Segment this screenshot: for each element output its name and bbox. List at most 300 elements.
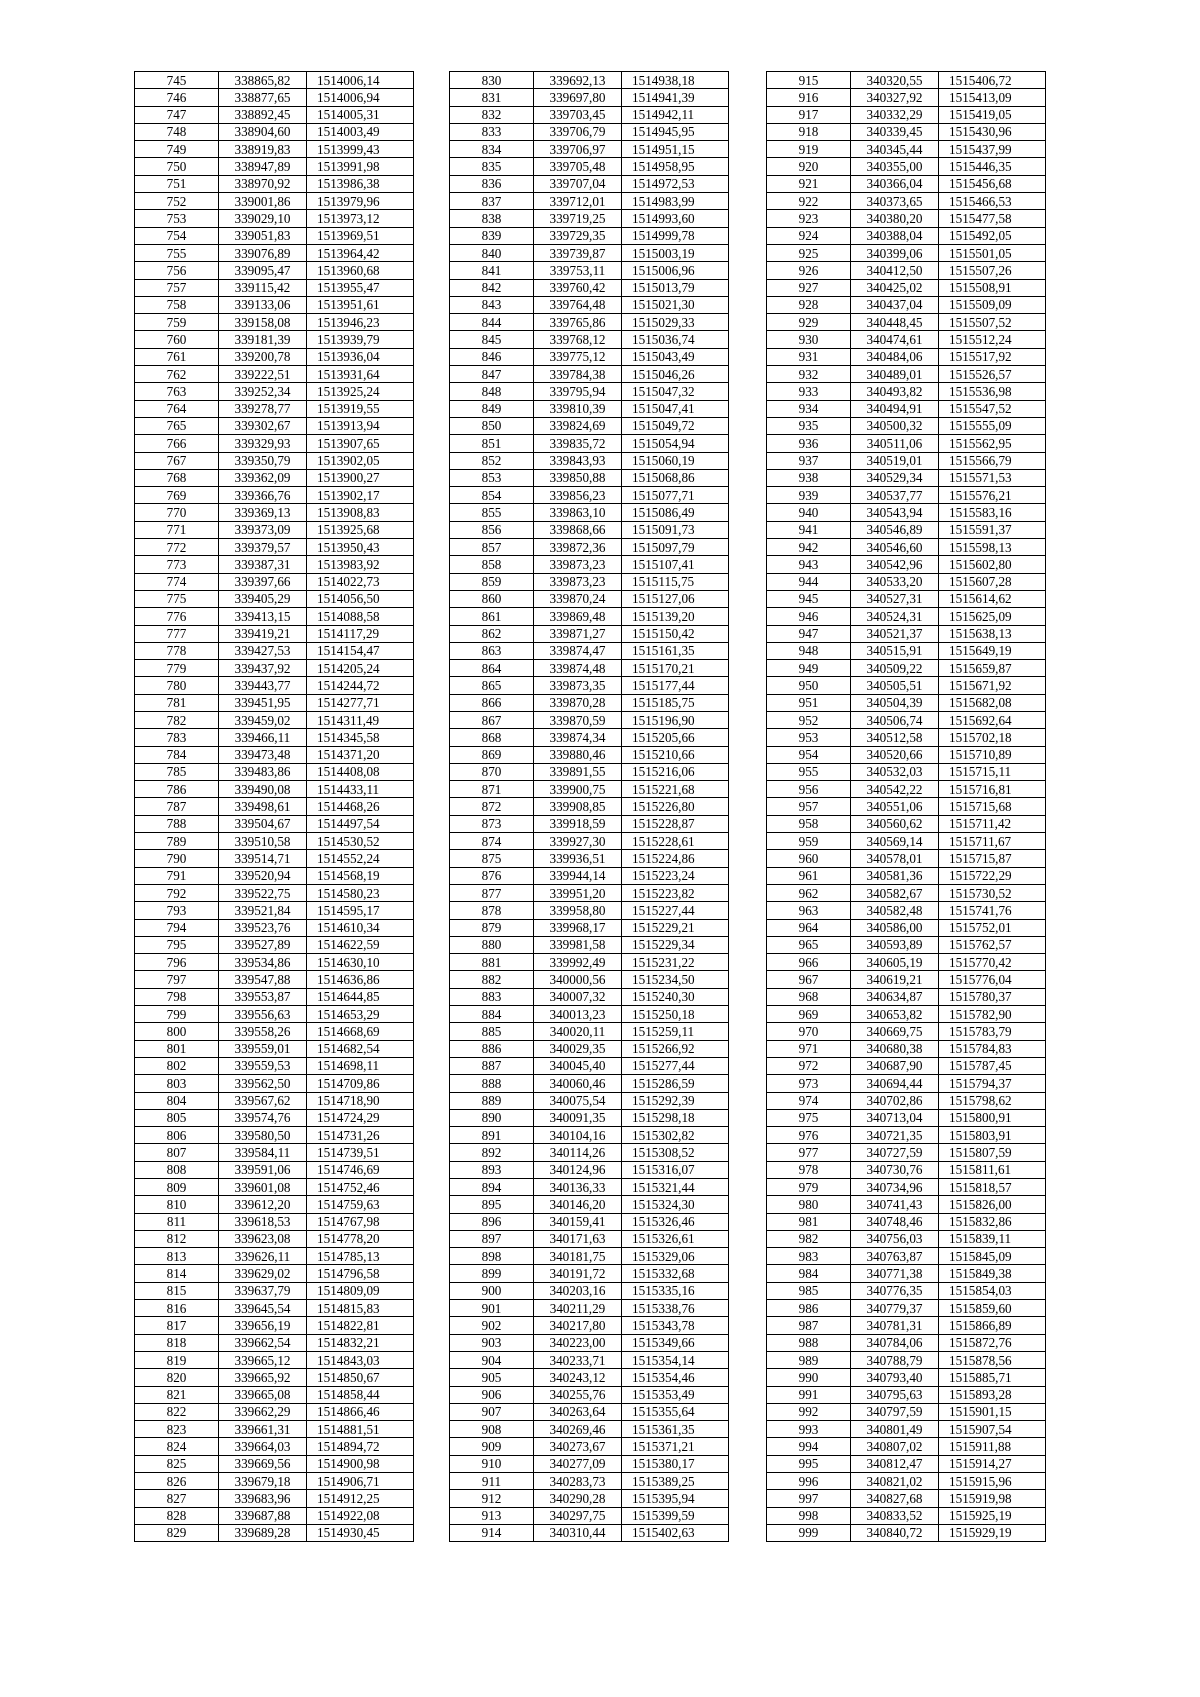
y-coordinate-cell: 1514311,49 (307, 711, 414, 728)
x-coordinate-cell: 340756,03 (851, 1230, 939, 1247)
point-number-cell: 901 (450, 1300, 534, 1317)
point-number-cell: 764 (135, 400, 219, 417)
y-coordinate-cell: 1515715,87 (939, 850, 1046, 867)
x-coordinate-cell: 340730,76 (851, 1161, 939, 1178)
y-coordinate-cell: 1515086,49 (622, 504, 729, 521)
table-row (450, 1265, 729, 1282)
point-number-cell: 916 (767, 89, 851, 106)
y-coordinate-cell: 1515811,61 (939, 1161, 1046, 1178)
y-coordinate-cell: 1515216,06 (622, 763, 729, 780)
x-coordinate-cell: 339559,53 (219, 1057, 307, 1074)
x-coordinate-cell: 339645,54 (219, 1300, 307, 1317)
y-coordinate-cell: 1515049,72 (622, 417, 729, 434)
x-coordinate-cell: 339880,46 (534, 746, 622, 763)
point-number-cell: 891 (450, 1127, 534, 1144)
y-coordinate-cell: 1514154,47 (307, 642, 414, 659)
x-coordinate-cell: 339729,35 (534, 227, 622, 244)
x-coordinate-cell: 340713,04 (851, 1109, 939, 1126)
table-row (767, 660, 1046, 677)
table-row (450, 1403, 729, 1420)
point-number-cell: 897 (450, 1230, 534, 1247)
point-number-cell: 773 (135, 556, 219, 573)
y-coordinate-cell: 1513983,92 (307, 556, 414, 573)
table-row (135, 1300, 414, 1317)
point-number-cell: 912 (450, 1490, 534, 1507)
y-coordinate-cell: 1514930,45 (307, 1524, 414, 1541)
point-number-cell: 999 (767, 1524, 851, 1541)
table-row (450, 988, 729, 1005)
point-number-cell: 861 (450, 608, 534, 625)
table-row (767, 1230, 1046, 1247)
x-coordinate-cell: 340537,77 (851, 487, 939, 504)
point-number-cell: 918 (767, 123, 851, 140)
point-number-cell: 923 (767, 210, 851, 227)
point-number-cell: 842 (450, 279, 534, 296)
y-coordinate-cell: 1515730,52 (939, 884, 1046, 901)
point-number-cell: 935 (767, 417, 851, 434)
y-coordinate-cell: 1515866,89 (939, 1317, 1046, 1334)
y-coordinate-cell: 1514636,86 (307, 971, 414, 988)
point-number-cell: 757 (135, 279, 219, 296)
y-coordinate-cell: 1513925,24 (307, 383, 414, 400)
x-coordinate-cell: 339665,08 (219, 1386, 307, 1403)
y-coordinate-cell: 1514809,09 (307, 1282, 414, 1299)
table-row (450, 1213, 729, 1230)
y-coordinate-cell: 1514942,11 (622, 106, 729, 123)
point-number-cell: 904 (450, 1351, 534, 1368)
x-coordinate-cell: 339534,86 (219, 954, 307, 971)
point-number-cell: 906 (450, 1386, 534, 1403)
point-number-cell: 851 (450, 435, 534, 452)
x-coordinate-cell: 338877,65 (219, 89, 307, 106)
y-coordinate-cell: 1514796,58 (307, 1265, 414, 1282)
point-number-cell: 766 (135, 435, 219, 452)
table-row (135, 314, 414, 331)
table-row (135, 452, 414, 469)
x-coordinate-cell: 340551,06 (851, 798, 939, 815)
table-row (767, 1334, 1046, 1351)
y-coordinate-cell: 1513908,83 (307, 504, 414, 521)
table-row (135, 89, 414, 106)
y-coordinate-cell: 1514850,67 (307, 1369, 414, 1386)
table-row (450, 798, 729, 815)
point-number-cell: 865 (450, 677, 534, 694)
y-coordinate-cell: 1515818,57 (939, 1179, 1046, 1196)
x-coordinate-cell: 339824,69 (534, 417, 622, 434)
table-row (767, 1490, 1046, 1507)
y-coordinate-cell: 1515343,78 (622, 1317, 729, 1334)
table-row (450, 694, 729, 711)
table-row (767, 175, 1046, 192)
table-row (450, 123, 729, 140)
point-number-cell: 987 (767, 1317, 851, 1334)
table-row (450, 1507, 729, 1524)
point-number-cell: 832 (450, 106, 534, 123)
y-coordinate-cell: 1515517,92 (939, 348, 1046, 365)
y-coordinate-cell: 1515507,26 (939, 262, 1046, 279)
coordinates-table-2 (449, 71, 729, 1542)
point-number-cell: 796 (135, 954, 219, 971)
table-row (767, 1213, 1046, 1230)
table-row (135, 193, 414, 210)
table-row (450, 884, 729, 901)
table-row (767, 1386, 1046, 1403)
y-coordinate-cell: 1514644,85 (307, 988, 414, 1005)
point-number-cell: 862 (450, 625, 534, 642)
table-row (767, 1196, 1046, 1213)
x-coordinate-cell: 338947,89 (219, 158, 307, 175)
table-row (450, 711, 729, 728)
x-coordinate-cell: 339795,94 (534, 383, 622, 400)
point-number-cell: 895 (450, 1196, 534, 1213)
y-coordinate-cell: 1515783,79 (939, 1023, 1046, 1040)
table-row (450, 919, 729, 936)
point-number-cell: 940 (767, 504, 851, 521)
point-number-cell: 858 (450, 556, 534, 573)
x-coordinate-cell: 339662,29 (219, 1403, 307, 1420)
table-row (450, 1179, 729, 1196)
y-coordinate-cell: 1513919,55 (307, 400, 414, 417)
point-number-cell: 846 (450, 348, 534, 365)
table-row (135, 504, 414, 521)
x-coordinate-cell: 340273,67 (534, 1438, 622, 1455)
table-row (135, 1248, 414, 1265)
y-coordinate-cell: 1514938,18 (622, 72, 729, 89)
x-coordinate-cell: 339665,92 (219, 1369, 307, 1386)
x-coordinate-cell: 339521,84 (219, 902, 307, 919)
x-coordinate-cell: 339510,58 (219, 833, 307, 850)
point-number-cell: 805 (135, 1109, 219, 1126)
point-number-cell: 877 (450, 884, 534, 901)
table-row (135, 72, 414, 89)
x-coordinate-cell: 340793,40 (851, 1369, 939, 1386)
table-row (767, 746, 1046, 763)
x-coordinate-cell: 339739,87 (534, 244, 622, 261)
point-number-cell: 781 (135, 694, 219, 711)
point-number-cell: 818 (135, 1334, 219, 1351)
x-coordinate-cell: 339835,72 (534, 435, 622, 452)
x-coordinate-cell: 339664,03 (219, 1438, 307, 1455)
table-row (450, 1023, 729, 1040)
point-number-cell: 778 (135, 642, 219, 659)
table-row (767, 971, 1046, 988)
table-row (450, 867, 729, 884)
y-coordinate-cell: 1514778,20 (307, 1230, 414, 1247)
point-number-cell: 882 (450, 971, 534, 988)
y-coordinate-cell: 1515380,17 (622, 1455, 729, 1472)
table-row (767, 1300, 1046, 1317)
point-number-cell: 776 (135, 608, 219, 625)
x-coordinate-cell: 339419,21 (219, 625, 307, 642)
y-coordinate-cell: 1514682,54 (307, 1040, 414, 1057)
x-coordinate-cell: 339527,89 (219, 936, 307, 953)
table-row (450, 1057, 729, 1074)
point-number-cell: 845 (450, 331, 534, 348)
y-coordinate-cell: 1514408,08 (307, 763, 414, 780)
x-coordinate-cell: 340399,06 (851, 244, 939, 261)
point-number-cell: 879 (450, 919, 534, 936)
y-coordinate-cell: 1514709,86 (307, 1075, 414, 1092)
y-coordinate-cell: 1514999,78 (622, 227, 729, 244)
table-row (767, 642, 1046, 659)
table-row (767, 1317, 1046, 1334)
point-number-cell: 809 (135, 1179, 219, 1196)
x-coordinate-cell: 339870,28 (534, 694, 622, 711)
y-coordinate-cell: 1515205,66 (622, 729, 729, 746)
y-coordinate-cell: 1514056,50 (307, 590, 414, 607)
x-coordinate-cell: 339427,53 (219, 642, 307, 659)
point-number-cell: 745 (135, 72, 219, 89)
point-number-cell: 972 (767, 1057, 851, 1074)
y-coordinate-cell: 1515091,73 (622, 521, 729, 538)
y-coordinate-cell: 1515925,19 (939, 1507, 1046, 1524)
table-row (450, 227, 729, 244)
x-coordinate-cell: 340560,62 (851, 815, 939, 832)
point-number-cell: 835 (450, 158, 534, 175)
y-coordinate-cell: 1515798,62 (939, 1092, 1046, 1109)
table-row (135, 1334, 414, 1351)
table-row (135, 763, 414, 780)
table-row (767, 902, 1046, 919)
y-coordinate-cell: 1515259,11 (622, 1023, 729, 1040)
table-row (450, 504, 729, 521)
x-coordinate-cell: 339553,87 (219, 988, 307, 1005)
y-coordinate-cell: 1515335,16 (622, 1282, 729, 1299)
table-row (767, 504, 1046, 521)
table-row (767, 296, 1046, 313)
point-number-cell: 939 (767, 487, 851, 504)
table-row (450, 746, 729, 763)
y-coordinate-cell: 1514088,58 (307, 608, 414, 625)
table-row (450, 521, 729, 538)
table-row (135, 833, 414, 850)
point-number-cell: 922 (767, 193, 851, 210)
y-coordinate-cell: 1515115,75 (622, 573, 729, 590)
x-coordinate-cell: 340807,02 (851, 1438, 939, 1455)
point-number-cell: 795 (135, 936, 219, 953)
x-coordinate-cell: 339707,04 (534, 175, 622, 192)
table-row (135, 227, 414, 244)
x-coordinate-cell: 340505,51 (851, 677, 939, 694)
y-coordinate-cell: 1515711,42 (939, 815, 1046, 832)
y-coordinate-cell: 1515150,42 (622, 625, 729, 642)
point-number-cell: 812 (135, 1230, 219, 1247)
x-coordinate-cell: 340727,59 (851, 1144, 939, 1161)
point-number-cell: 875 (450, 850, 534, 867)
point-number-cell: 822 (135, 1403, 219, 1420)
y-coordinate-cell: 1515929,19 (939, 1524, 1046, 1541)
x-coordinate-cell: 339951,20 (534, 884, 622, 901)
point-number-cell: 838 (450, 210, 534, 227)
point-number-cell: 871 (450, 781, 534, 798)
point-number-cell: 792 (135, 884, 219, 901)
point-number-cell: 965 (767, 936, 851, 953)
point-number-cell: 852 (450, 452, 534, 469)
y-coordinate-cell: 1513907,65 (307, 435, 414, 452)
table-row (450, 590, 729, 607)
y-coordinate-cell: 1514881,51 (307, 1421, 414, 1438)
x-coordinate-cell: 339703,45 (534, 106, 622, 123)
x-coordinate-cell: 340542,96 (851, 556, 939, 573)
table-row (135, 1075, 414, 1092)
point-number-cell: 797 (135, 971, 219, 988)
x-coordinate-cell: 340448,45 (851, 314, 939, 331)
point-number-cell: 755 (135, 244, 219, 261)
point-number-cell: 956 (767, 781, 851, 798)
table-row (450, 781, 729, 798)
point-number-cell: 932 (767, 366, 851, 383)
y-coordinate-cell: 1515107,41 (622, 556, 729, 573)
x-coordinate-cell: 339523,76 (219, 919, 307, 936)
point-number-cell: 892 (450, 1144, 534, 1161)
point-number-cell: 827 (135, 1490, 219, 1507)
table-row (450, 1300, 729, 1317)
x-coordinate-cell: 340687,90 (851, 1057, 939, 1074)
x-coordinate-cell: 340327,92 (851, 89, 939, 106)
y-coordinate-cell: 1515555,09 (939, 417, 1046, 434)
point-number-cell: 760 (135, 331, 219, 348)
x-coordinate-cell: 340290,28 (534, 1490, 622, 1507)
point-number-cell: 876 (450, 867, 534, 884)
y-coordinate-cell: 1514785,13 (307, 1248, 414, 1265)
y-coordinate-cell: 1513902,05 (307, 452, 414, 469)
y-coordinate-cell: 1515223,24 (622, 867, 729, 884)
y-coordinate-cell: 1514622,59 (307, 936, 414, 953)
y-coordinate-cell: 1514815,83 (307, 1300, 414, 1317)
x-coordinate-cell: 340191,72 (534, 1265, 622, 1282)
y-coordinate-cell: 1515228,61 (622, 833, 729, 850)
x-coordinate-cell: 340494,91 (851, 400, 939, 417)
x-coordinate-cell: 340339,45 (851, 123, 939, 140)
table-row (450, 262, 729, 279)
y-coordinate-cell: 1513946,23 (307, 314, 414, 331)
x-coordinate-cell: 340582,67 (851, 884, 939, 901)
point-number-cell: 855 (450, 504, 534, 521)
y-coordinate-cell: 1515326,46 (622, 1213, 729, 1230)
table-row (767, 435, 1046, 452)
y-coordinate-cell: 1514983,99 (622, 193, 729, 210)
y-coordinate-cell: 1513939,79 (307, 331, 414, 348)
point-number-cell: 844 (450, 314, 534, 331)
table-row (767, 487, 1046, 504)
y-coordinate-cell: 1515770,42 (939, 954, 1046, 971)
table-row (767, 1023, 1046, 1040)
y-coordinate-cell: 1515885,71 (939, 1369, 1046, 1386)
y-coordinate-cell: 1515784,83 (939, 1040, 1046, 1057)
table-row (450, 89, 729, 106)
table-row (135, 158, 414, 175)
point-number-cell: 953 (767, 729, 851, 746)
y-coordinate-cell: 1513925,68 (307, 521, 414, 538)
table-row (767, 452, 1046, 469)
y-coordinate-cell: 1515046,26 (622, 366, 729, 383)
table-row (767, 1369, 1046, 1386)
y-coordinate-cell: 1515492,05 (939, 227, 1046, 244)
x-coordinate-cell: 340277,09 (534, 1455, 622, 1472)
x-coordinate-cell: 339927,30 (534, 833, 622, 850)
point-number-cell: 938 (767, 469, 851, 486)
point-number-cell: 801 (135, 1040, 219, 1057)
x-coordinate-cell: 340546,89 (851, 521, 939, 538)
x-coordinate-cell: 339076,89 (219, 244, 307, 261)
table-row (135, 573, 414, 590)
y-coordinate-cell: 1515854,03 (939, 1282, 1046, 1299)
table-row (450, 210, 729, 227)
x-coordinate-cell: 339775,12 (534, 348, 622, 365)
x-coordinate-cell: 339958,80 (534, 902, 622, 919)
y-coordinate-cell: 1515807,59 (939, 1144, 1046, 1161)
y-coordinate-cell: 1515583,16 (939, 504, 1046, 521)
point-number-cell: 997 (767, 1490, 851, 1507)
table-row (450, 660, 729, 677)
table-row (135, 971, 414, 988)
y-coordinate-cell: 1515787,45 (939, 1057, 1046, 1074)
table-row (135, 1196, 414, 1213)
x-coordinate-cell: 339765,86 (534, 314, 622, 331)
point-number-cell: 969 (767, 1006, 851, 1023)
x-coordinate-cell: 340425,02 (851, 279, 939, 296)
x-coordinate-cell: 339443,77 (219, 677, 307, 694)
table-row (135, 798, 414, 815)
x-coordinate-cell: 339473,48 (219, 746, 307, 763)
x-coordinate-cell: 339618,53 (219, 1213, 307, 1230)
y-coordinate-cell: 1515419,05 (939, 106, 1046, 123)
x-coordinate-cell: 340776,35 (851, 1282, 939, 1299)
y-coordinate-cell: 1514866,46 (307, 1403, 414, 1420)
point-number-cell: 847 (450, 366, 534, 383)
y-coordinate-cell: 1514668,69 (307, 1023, 414, 1040)
y-coordinate-cell: 1513986,38 (307, 175, 414, 192)
y-coordinate-cell: 1515185,75 (622, 694, 729, 711)
x-coordinate-cell: 340520,66 (851, 746, 939, 763)
x-coordinate-cell: 340619,21 (851, 971, 939, 988)
x-coordinate-cell: 340159,41 (534, 1213, 622, 1230)
y-coordinate-cell: 1515446,35 (939, 158, 1046, 175)
x-coordinate-cell: 339522,75 (219, 884, 307, 901)
table-row (767, 954, 1046, 971)
point-number-cell: 899 (450, 1265, 534, 1282)
table-row (135, 1438, 414, 1455)
x-coordinate-cell: 339302,67 (219, 417, 307, 434)
x-coordinate-cell: 340146,20 (534, 1196, 622, 1213)
table-row (450, 1524, 729, 1541)
y-coordinate-cell: 1513979,96 (307, 193, 414, 210)
x-coordinate-cell: 339908,85 (534, 798, 622, 815)
point-number-cell: 934 (767, 400, 851, 417)
y-coordinate-cell: 1515456,68 (939, 175, 1046, 192)
point-number-cell: 907 (450, 1403, 534, 1420)
point-number-cell: 819 (135, 1351, 219, 1368)
point-number-cell: 800 (135, 1023, 219, 1040)
table-row (450, 1196, 729, 1213)
x-coordinate-cell: 339843,93 (534, 452, 622, 469)
y-coordinate-cell: 1515170,21 (622, 660, 729, 677)
y-coordinate-cell: 1515845,09 (939, 1248, 1046, 1265)
table-row (450, 1248, 729, 1265)
y-coordinate-cell: 1515682,08 (939, 694, 1046, 711)
table-row (450, 539, 729, 556)
table-row (135, 1109, 414, 1126)
table-row (767, 1179, 1046, 1196)
point-number-cell: 966 (767, 954, 851, 971)
y-coordinate-cell: 1514371,20 (307, 746, 414, 763)
point-number-cell: 961 (767, 867, 851, 884)
y-coordinate-cell: 1513913,94 (307, 417, 414, 434)
x-coordinate-cell: 339872,36 (534, 539, 622, 556)
x-coordinate-cell: 339562,50 (219, 1075, 307, 1092)
x-coordinate-cell: 338904,60 (219, 123, 307, 140)
table-row (135, 1006, 414, 1023)
